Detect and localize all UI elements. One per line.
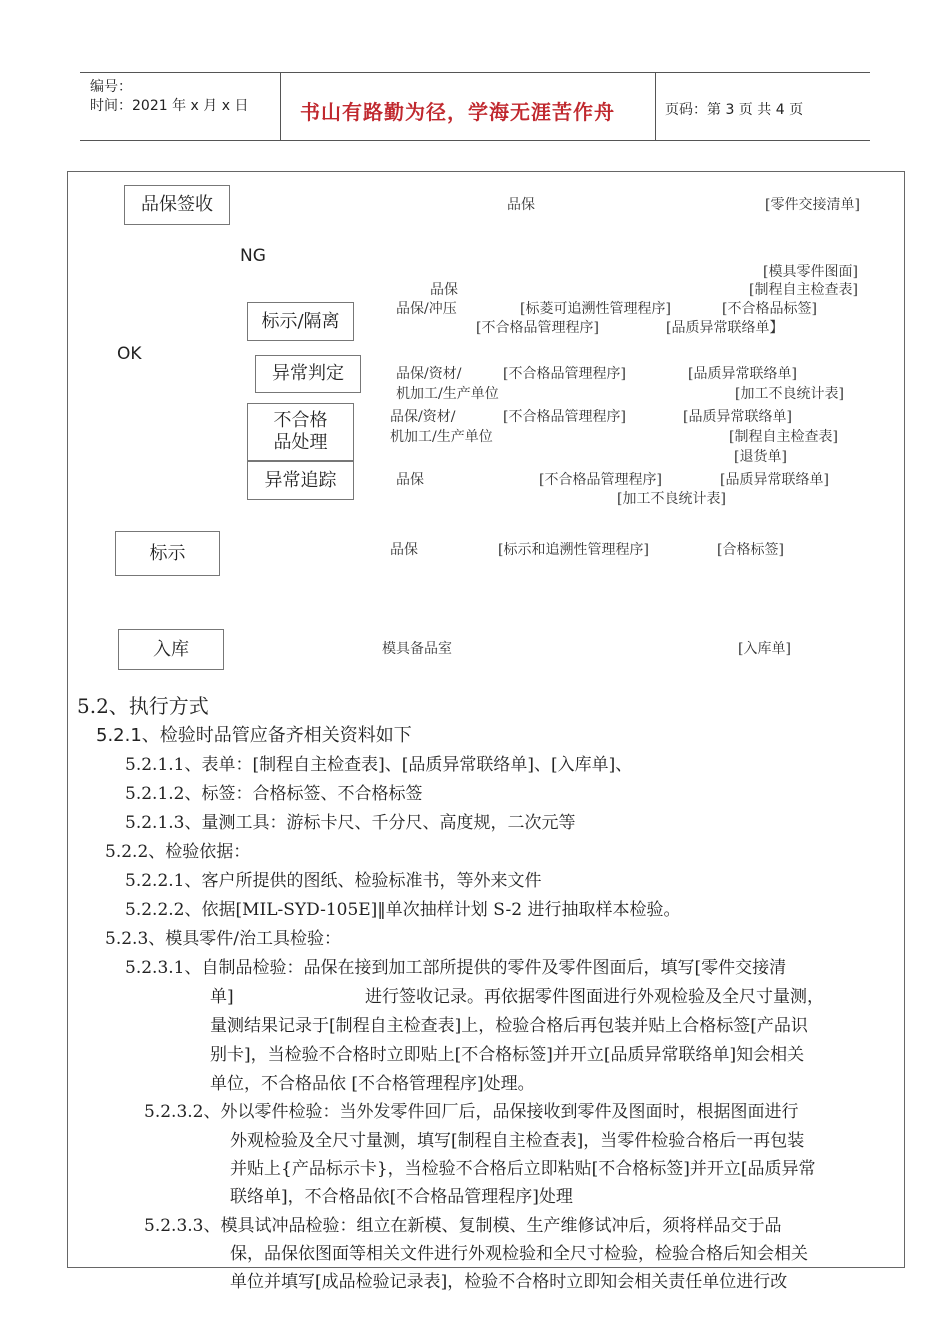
header-bottom-rule <box>80 140 870 141</box>
storage-doc: [入库单] <box>738 641 791 657</box>
item-5-2-3-1-line-5: 单位，不合格品依 [不合格管理程序]处理。 <box>210 1074 535 1094</box>
time-label: 时间：2021 年 x 月 x 日 <box>90 98 249 114</box>
item-5-2-1-1: 5.2.1.1、表单：[制程自主检查表]、[品质异常联络单]、[入库单]、 <box>125 755 633 775</box>
judge-doc-b: [品质异常联络单] <box>688 366 797 382</box>
label-doc-b: [合格标签] <box>717 542 784 558</box>
ncp-doc-d: [退货单] <box>734 449 787 465</box>
mark-doc-r4a: [不合格品管理程序] <box>476 320 599 336</box>
serial-label: 编号： <box>90 79 132 95</box>
item-5-2-2: 5.2.2、检验依据： <box>105 842 251 862</box>
mark-doc-r1: [模具零件图面] <box>763 264 858 280</box>
mark-doc-r3b: [不合格品标签] <box>722 301 817 317</box>
judge-owner-2: 机加工/生产单位 <box>396 386 499 402</box>
ng-label: NG <box>240 246 266 266</box>
item-5-2-3-1-line-2a: 单] <box>210 987 234 1007</box>
ncp-owner-2: 机加工/生产单位 <box>390 429 493 445</box>
track-doc-b: [品质异常联络单] <box>720 472 829 488</box>
mark-doc-r4b: [品质异常联络单】 <box>666 320 784 336</box>
item-5-2-3-3-line-2: 保，品保依图面等相关文件进行外观检验和全尺寸检验，检验合格后知会相关 <box>230 1244 808 1264</box>
track-owner: 品保 <box>396 472 424 488</box>
storage-owner: 模具备品室 <box>382 641 452 657</box>
mark-owner-2: 品保/冲压 <box>396 301 457 317</box>
item-5-2-3-1-line-4: 别卡]，当检验不合格时立即贴上[不合格标签]并开立[品质异常联络单]知会相关 <box>210 1045 805 1065</box>
sign-doc: [零件交接清单] <box>765 197 860 213</box>
track-doc-c: [加工不良统计表] <box>617 491 726 507</box>
flow-box-sign: 品保签收 <box>124 185 230 225</box>
item-5-2-3-3-line-3: 单位并填写[成品检验记录表]，检验不合格时立即知会相关责任单位进行改 <box>230 1272 788 1292</box>
judge-doc-a: [不合格品管理程序] <box>503 366 626 382</box>
item-5-2-1-2: 5.2.1.2、标签：合格标签、不合格标签 <box>125 784 423 804</box>
flow-box-storage: 入库 <box>118 629 224 670</box>
section-5-2-1-heading: 5.2.1、检验时品管应备齐相关资料如下 <box>96 725 412 746</box>
item-5-2-3-3-line-1: 5.2.3.3、模具试冲品检验：组立在新模、复制模、生产维修试冲后，须将样品交于品 <box>144 1216 782 1236</box>
ncp-doc-c: [制程自主检查表] <box>729 429 838 445</box>
header-divider-right <box>655 72 656 140</box>
item-5-2-3-1-line-1: 5.2.3.1、自制品检验：品保在接到加工部所提供的零件及零件图面后，填写[零件交接清 <box>125 958 787 978</box>
label-doc-a: [标示和追溯性管理程序] <box>498 542 649 558</box>
item-5-2-2-1: 5.2.2.1、客户所提供的图纸、检验标准书，等外来文件 <box>125 871 542 891</box>
flow-box-ncp: 不合格 品处理 <box>247 403 354 461</box>
item-5-2-2-2: 5.2.2.2、依据[MIL-SYD-105E]‖单次抽样计划 S-2 进行抽取样本检验。 <box>125 900 681 920</box>
judge-doc-c: [加工不良统计表] <box>735 386 844 402</box>
flow-box-mark-isolate: 标示/隔离 <box>247 302 354 341</box>
ncp-owner-1: 品保/资材/ <box>390 409 456 425</box>
ncp-doc-a: [不合格品管理程序] <box>503 409 626 425</box>
item-5-2-3-1-line-2b: 进行签收记录。再依据零件图面进行外观检验及全尺寸量测， <box>365 987 824 1007</box>
track-doc-a: [不合格品管理程序] <box>539 472 662 488</box>
item-5-2-3-2-line-4: 联络单]，不合格品依[不合格品管理程序]处理 <box>230 1187 573 1207</box>
page-indicator: 页码：第 3 页 共 4 页 <box>665 102 804 118</box>
flow-box-label: 标示 <box>115 531 220 576</box>
item-5-2-3-1-line-3: 量测结果记录于[制程自主检查表]上，检验合格后再包装并贴上合格标签[产品识 <box>210 1016 808 1036</box>
ncp-doc-b: [品质异常联络单] <box>683 409 792 425</box>
item-5-2-1-3: 5.2.1.3、量测工具：游标卡尺、千分尺、高度规，二次元等 <box>125 813 576 833</box>
section-5-2-heading: 5.2、执行方式 <box>77 694 209 718</box>
flow-box-track: 异常追踪 <box>247 461 354 500</box>
mark-doc-r2: [制程自主检查表] <box>749 282 858 298</box>
mark-doc-r3a: [标菱可追溯性管理程序] <box>520 301 671 317</box>
flow-box-judge: 异常判定 <box>255 355 361 393</box>
ok-label: OK <box>117 344 142 364</box>
header-top-rule <box>80 72 870 73</box>
header-motto: 书山有路勤为径，学海无涯苦作舟 <box>300 100 615 124</box>
item-5-2-3-2-line-1: 5.2.3.2、外以零件检验：当外发零件回厂后，品保接收到零件及图面时，根据图面进行 <box>144 1102 799 1122</box>
item-5-2-3: 5.2.3、模具零件/治工具检验： <box>105 929 341 949</box>
item-5-2-3-2-line-3: 并贴上{产品标示卡}，当检验不合格后立即粘贴[不合格标签]并开立[品质异常 <box>230 1159 816 1179</box>
judge-owner-1: 品保/资材/ <box>396 366 462 382</box>
sign-owner: 品保 <box>507 197 535 213</box>
label-owner: 品保 <box>390 542 418 558</box>
mark-owner-1: 品保 <box>430 282 458 298</box>
item-5-2-3-2-line-2: 外观检验及全尺寸量测，填写[制程自主检查表]，当零件检验合格后一再包装 <box>230 1131 805 1151</box>
header-divider-left <box>280 72 281 140</box>
